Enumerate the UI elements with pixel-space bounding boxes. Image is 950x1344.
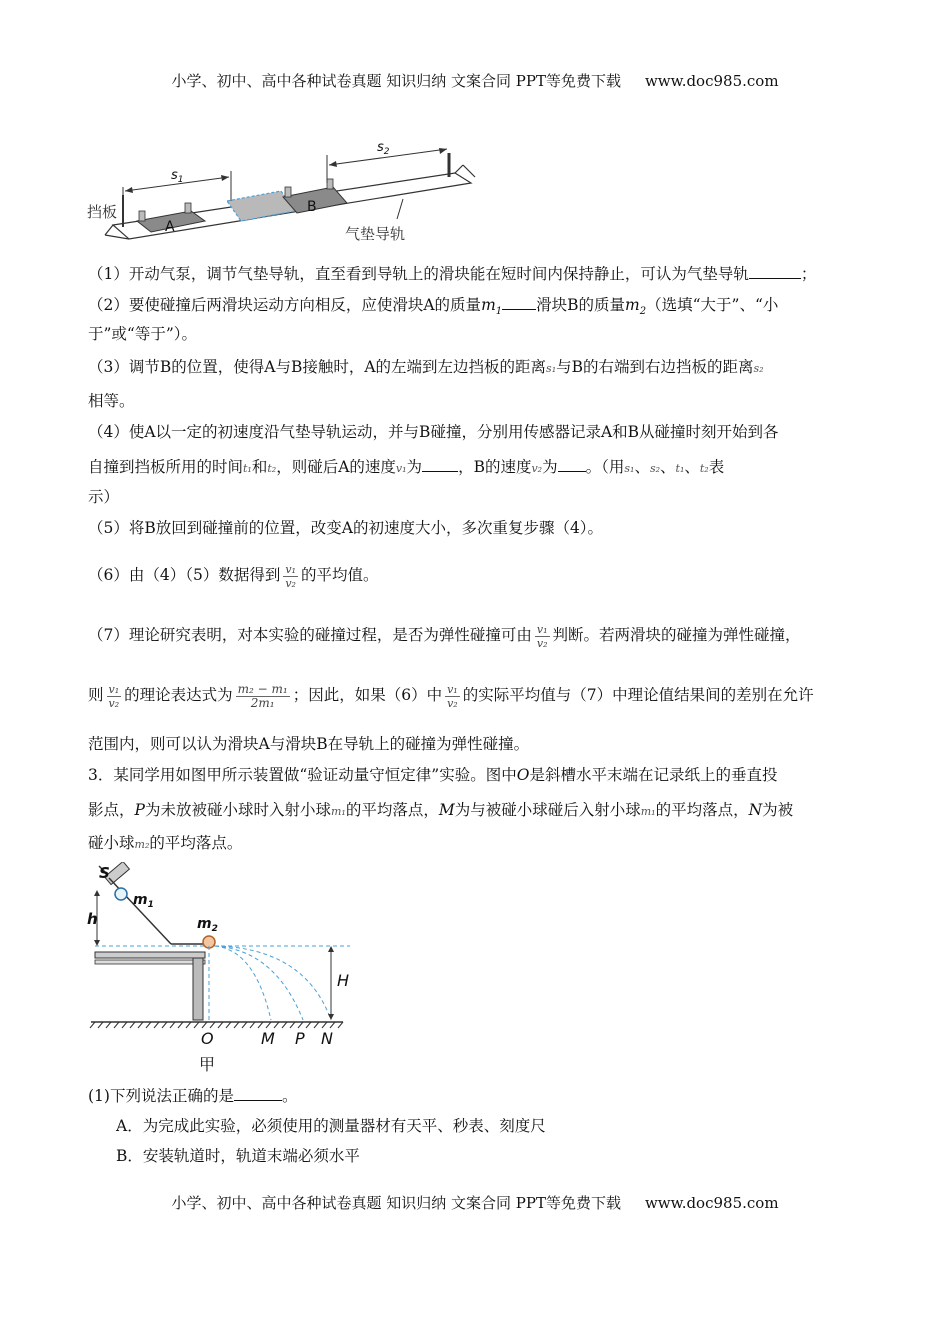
q4-text-b: 自撞到挡板所用的时间 — [88, 458, 244, 476]
q4-t1: t₁ — [243, 462, 252, 475]
label-N: N — [321, 1029, 333, 1048]
air-track-figure — [85, 135, 485, 255]
p3-m1b: m₁ — [640, 805, 656, 818]
q3-text-a: （3）调节B的位置，使得A与B接触时，A的左端到左边挡板的距离 — [88, 358, 547, 376]
label-O: O — [201, 1029, 214, 1048]
problem-3-line-2 — [88, 799, 878, 823]
q4-sep1: 、 — [634, 458, 650, 476]
q2-m2: $m_2$ — [625, 296, 647, 318]
q6-text-b: 的平均值。 — [300, 566, 379, 584]
p3-text-h: 为被 — [762, 801, 794, 819]
p3-m2: m₂ — [134, 838, 150, 851]
question-4 — [88, 421, 878, 443]
q3-s1: s₁ — [546, 362, 557, 375]
trajectory-P — [215, 946, 303, 1020]
q4-v2-blank[interactable] — [558, 455, 586, 472]
q4-v2: v₂ — [531, 462, 543, 475]
q4-text-h: 。（用 — [585, 458, 625, 476]
question-6 — [88, 560, 878, 590]
q7-text-f: 的实际平均值与（7）中理论值结果间的差别在允许 — [462, 686, 814, 704]
q6-fraction: $\frac{\text{v₁}}{\text{v₂}}$ — [285, 562, 296, 590]
question-2-cont — [88, 323, 878, 345]
q7-theory-fraction: $\frac{\text{m₂ − m₁}}{\text{2m₁}}$ — [237, 681, 288, 710]
q7-fraction-1: $\frac{\text{v₁}}{\text{v₂}}$ — [536, 622, 548, 650]
footer-title: 小学、初中、高中各种试卷真题 知识归纳 文案合同 PPT等免费下载 — [171, 1194, 621, 1212]
s1-label: $s_1$ — [171, 168, 184, 185]
option-a-text: A．为完成此实验，必须使用的测量器材有天平、秒表、刻度尺 — [116, 1117, 546, 1135]
q4-sep3: 、 — [684, 458, 700, 476]
q7-text-c: 则 — [88, 686, 104, 704]
q4-text-j: 示） — [88, 488, 120, 506]
question-3-cont — [88, 390, 878, 412]
q6-text-a: （6）由（4）（5）数据得到 — [88, 566, 281, 584]
q4-s1: s₁ — [624, 462, 635, 475]
table-top — [95, 952, 205, 958]
q4-v1: v₁ — [395, 462, 407, 475]
p3-text-j: 的平均落点。 — [149, 834, 243, 852]
p3q1-text: (1)下列说法正确的是 — [88, 1087, 234, 1105]
label-M: M — [261, 1029, 275, 1048]
footer-url: www.doc985.com — [644, 1194, 779, 1212]
q2-answer-blank[interactable] — [502, 293, 536, 310]
q4-text-g: 为 — [542, 458, 558, 476]
q4-t2: t₂ — [267, 462, 277, 475]
slider-b-label: B — [307, 199, 317, 215]
problem-3-line-3 — [88, 832, 878, 856]
q4-text-d: ，则碰后A的速度 — [276, 458, 396, 476]
option-b-text: B．安装轨道时，轨道末端必须水平 — [116, 1147, 360, 1165]
question-7-cont — [88, 680, 878, 710]
q4-t1b: t₁ — [675, 462, 685, 475]
q7-text-b: 判断。若两滑块的碰撞为弹性碰撞， — [552, 626, 801, 644]
trajectory-N — [215, 946, 331, 1020]
question-7-cont2 — [88, 733, 878, 755]
question-5 — [88, 517, 878, 539]
p3-O: O — [516, 766, 530, 784]
q4-sep2: 、 — [660, 458, 676, 476]
p3-text-d: 为未放被碰小球时入射小球 — [144, 801, 331, 819]
p3-P: P — [134, 801, 145, 819]
q4-text-e: 为 — [406, 458, 423, 476]
q1-text: （1）开动气泵，调节气垫导轨，直至看到导轨上的滑块能在短时间内保持静止，可认为气垫导轨 — [88, 265, 749, 283]
label-h: h — [87, 910, 98, 928]
q3-s2: s₂ — [753, 362, 764, 375]
option-a[interactable] — [116, 1115, 906, 1137]
page-header — [0, 70, 950, 91]
baffle-label: 挡板 — [87, 203, 118, 221]
header-title: 小学、初中、高中各种试卷真题 知识归纳 文案合同 PPT等免费下载 — [171, 72, 621, 90]
q4-text-i: 表 — [708, 458, 725, 476]
q4-v1-blank[interactable] — [422, 455, 458, 472]
label-m2: $m_2$ — [197, 916, 218, 934]
question-4-cont — [88, 455, 878, 480]
q2-m1: $m_1$ — [481, 296, 503, 318]
q1-end: ； — [800, 265, 817, 283]
q7-text-d: 的理论表达式为 — [124, 686, 233, 704]
q7-text-g: 范围内，则可以认为滑块A与滑块B在导轨上的碰撞为弹性碰撞。 — [88, 735, 530, 753]
p3-text-c: 影点， — [88, 801, 135, 819]
p3-text-f: 为与被碰小球碰后入射小球 — [454, 801, 641, 819]
p3q1-answer-blank[interactable] — [234, 1084, 282, 1101]
label-m1: $m_1$ — [133, 892, 154, 910]
rail-label: 气垫导轨 — [345, 225, 406, 243]
p3-m1: m₁ — [330, 805, 346, 818]
slider-a-label: A — [165, 219, 175, 235]
p3-text-i: 碰小球 — [88, 834, 135, 852]
p3-text-e: 的平均落点， — [345, 801, 439, 819]
label-H: H — [337, 971, 350, 990]
ball-m1 — [115, 888, 127, 900]
table-leg — [193, 958, 203, 1020]
p3-N: N — [748, 801, 763, 819]
label-S: S — [99, 864, 110, 882]
header-url: www.doc985.com — [644, 72, 779, 90]
p3-text-g: 的平均落点， — [655, 801, 749, 819]
question-4-cont2 — [88, 486, 878, 508]
page-footer — [0, 1192, 950, 1213]
question-3 — [88, 356, 878, 380]
q4-text-a: （4）使A以一定的初速度沿气垫导轨运动，并与B碰撞，分别用传感器记录A和B从碰撞时刻开始到各 — [88, 423, 779, 441]
q2-text-a: （2）要使碰撞后两滑块运动方向相反，应使滑块A的质量 — [88, 296, 482, 314]
label-P: P — [295, 1029, 305, 1048]
trajectory-M — [215, 946, 271, 1020]
q4-s2: s₂ — [649, 462, 661, 475]
p3-question-1 — [88, 1084, 878, 1107]
q3-text-c: 相等。 — [88, 392, 135, 410]
q7-fraction-2: $\frac{\text{v₁}}{\text{v₂}}$ — [108, 682, 120, 710]
question-2 — [88, 293, 878, 323]
q2-text-d: 于”或“等于”）。 — [88, 325, 198, 343]
p3-text-b: 是斜槽水平末端在记录纸上的垂直投 — [529, 766, 778, 784]
q4-text-f: ，B的速度 — [458, 458, 532, 476]
q1-answer-blank[interactable] — [749, 262, 801, 279]
q2-text-b: 滑块B的质量 — [536, 296, 626, 314]
p3-M: M — [438, 801, 455, 819]
p3q1-end: 。 — [281, 1087, 298, 1105]
option-b[interactable] — [116, 1145, 906, 1167]
q3-text-b: 与B的右端到右边挡板的距离 — [556, 358, 754, 376]
s2-label: $s_2$ — [377, 140, 390, 157]
q5-text: （5）将B放回到碰撞前的位置，改变A的初速度大小，多次重复步骤（4）。 — [88, 519, 604, 537]
figure-caption: 甲 — [199, 1055, 216, 1074]
chute-figure — [85, 862, 375, 1082]
question-1 — [88, 262, 878, 285]
q4-t2b: t₂ — [699, 462, 709, 475]
question-7 — [88, 620, 878, 650]
problem-3-line-1 — [88, 764, 878, 786]
q7-text-a: （7）理论研究表明，对本实验的碰撞过程，是否为弹性碰撞可由 — [88, 626, 532, 644]
q7-text-e: ；因此，如果（6）中 — [292, 686, 443, 704]
q2-text-c: （选填“大于”、“小 — [646, 296, 779, 314]
q4-text-c: 和 — [251, 458, 268, 476]
q7-fraction-3: $\frac{\text{v₁}}{\text{v₂}}$ — [447, 682, 458, 710]
p3-text-a: 3．某同学用如图甲所示装置做“验证动量守恒定律”实验。图中 — [88, 766, 517, 784]
